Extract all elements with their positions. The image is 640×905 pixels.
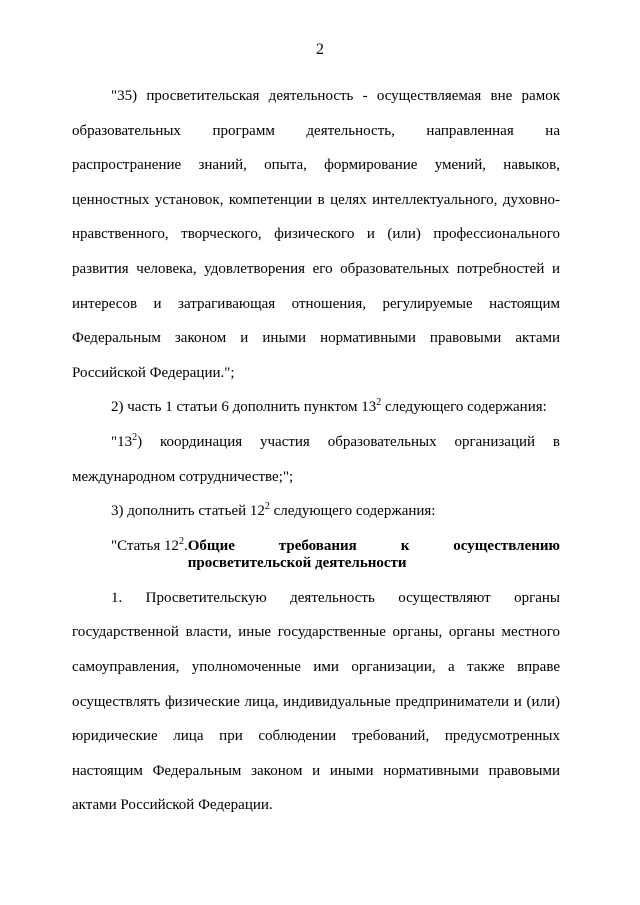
article-title-line-2: просветительской деятельности	[187, 554, 407, 571]
document-body	[72, 79, 560, 823]
article-label: "Статья 12	[111, 537, 179, 554]
superscript: 2	[132, 431, 138, 443]
amend-article-6-text: 2) часть 1 статьи 6 дополнить пунктом 13	[111, 399, 377, 416]
article-dot: .	[183, 537, 188, 554]
paragraph-definition-35: "35) просветительская деятельность - осуществляемая вне рамок образовательных программ деятельность, направленная на распространение знаний, опыта, формирование умений, навыков, ценностных установок, компетенции в целях интеллектуального, духовно-нравственного, творческого, физического и (или) профессионального развития человека, удовлетворения его образовательных потребностей и интересов и затрагивающая отношения, регулируемые настоящим Федеральным законом и иными нормативными правовыми актами Российской Федерации.";	[72, 88, 560, 381]
paragraph-item-13-2	[72, 425, 560, 494]
article-title-line-1: Общие требования к осуществлению	[187, 537, 560, 554]
add-article-text: 3) дополнить статьей 12	[111, 503, 265, 520]
amend-article-6-tail: следующего содержания:	[381, 399, 547, 416]
paragraph-add-article-12-2	[72, 494, 560, 529]
paragraph-article-12-2-part-1: 1. Просветительскую деятельность осуществляют органы государственной власти, иные государственные органы, органы местного самоуправления, уполномоченные ими организации, а также вправе осуществлять физические лица, индивидуальные предприниматели и (или) юридические лица при соблюдении требований, предусмотренных настоящим Федеральным законом и иными нормативными правовыми актами Российской Федерации.	[72, 589, 560, 814]
superscript: 2	[264, 501, 270, 513]
item-13-2-text: ) координация участия образовательных организаций в международном сотрудничестве;";	[72, 433, 560, 485]
superscript: 2	[376, 397, 382, 409]
article-number	[72, 535, 188, 572]
add-article-tail: следующего содержания:	[269, 503, 436, 520]
superscript: 2	[178, 535, 184, 547]
page-number: 2	[316, 41, 324, 58]
article-title	[188, 538, 560, 572]
paragraph-amend-article-6	[72, 390, 560, 425]
article-heading	[72, 529, 560, 581]
item-13-2-open: "13	[111, 433, 133, 450]
